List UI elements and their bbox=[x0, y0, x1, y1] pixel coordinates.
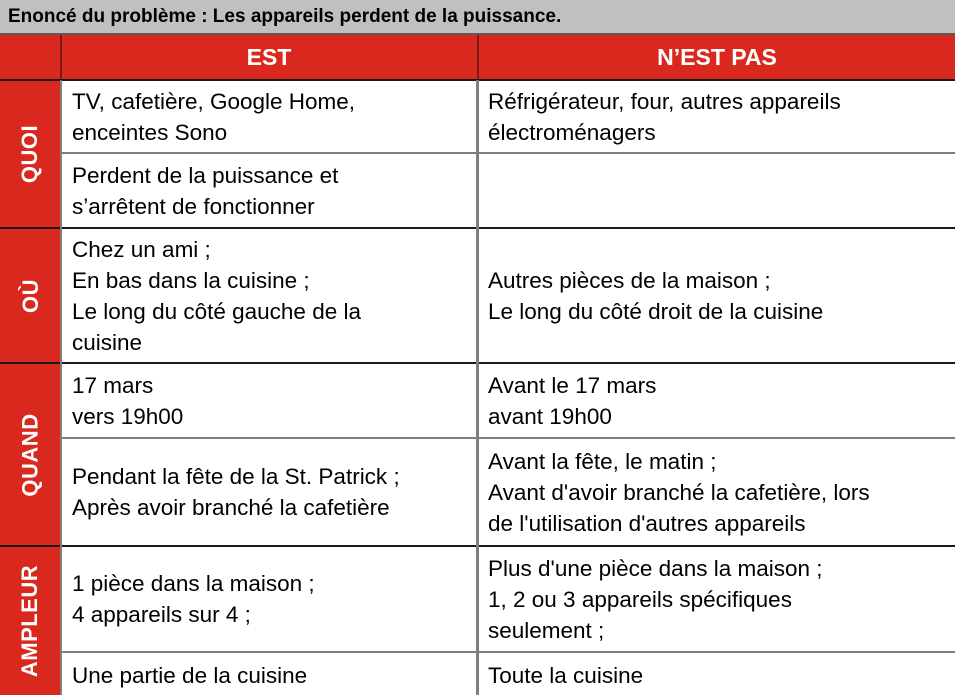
section-label-ampleur: AMPLEUR bbox=[0, 546, 61, 695]
row-divider bbox=[61, 651, 955, 653]
section-label-quand: QUAND bbox=[0, 363, 61, 546]
header-divider bbox=[477, 35, 479, 80]
table-cell-ampleur-1-nest-pas: Plus d'une pièce dans la maison ; 1, 2 ou 3 appareils spécifiques seulement ; bbox=[488, 555, 823, 643]
section-label-ou: OÙ bbox=[0, 228, 61, 363]
table-cell-ampleur-2-est: Une partie de la cuisine bbox=[72, 663, 308, 688]
header-divider bbox=[60, 35, 62, 80]
table-cell-quoi-1-nest-pas: Réfrigérateur, four, autres appareils électroménagers bbox=[488, 88, 841, 145]
table-cell-ou-nest-pas: Autres pièces de la maison ; Le long du côté droit de la cuisine bbox=[488, 267, 824, 324]
section-label-quoi: QUOI bbox=[0, 80, 61, 228]
column-divider bbox=[476, 80, 479, 695]
table-cell-quand-2-nest-pas: Avant la fête, le matin ; Avant d'avoir branché la cafetière, lors de l'utilisation d'autres appareils bbox=[488, 448, 870, 536]
column-divider bbox=[60, 80, 62, 695]
table-cell-quoi-1-est: TV, cafetière, Google Home, enceintes Sono bbox=[72, 88, 356, 145]
table-cell-ampleur-1-est: 1 pièce dans la maison ; 4 appareils sur 4 ; bbox=[72, 571, 315, 627]
header-est: EST bbox=[61, 35, 477, 80]
row-divider bbox=[61, 437, 955, 439]
table-cell-quand-1-est: 17 mars vers 19h00 bbox=[72, 372, 184, 429]
table-cell-quoi-2-nest-pas bbox=[478, 153, 955, 228]
table-cell-ampleur-2-nest-pas: Toute la cuisine bbox=[488, 663, 644, 688]
problem-statement-title: Enoncé du problème : Les appareils perdent de la puissance. bbox=[0, 0, 955, 35]
table-cell-quand-2-est: Pendant la fête de la St. Patrick ; Après avoir branché la cafetière bbox=[72, 464, 400, 520]
table-cell-quoi-2-est: Perdent de la puissance et s’arrêtent de fonctionner bbox=[72, 162, 339, 219]
header-corner-cell bbox=[0, 35, 61, 80]
row-divider bbox=[61, 152, 955, 154]
table-cell-quand-1-nest-pas: Avant le 17 mars avant 19h00 bbox=[488, 372, 657, 429]
header-nest-pas: N’EST PAS bbox=[479, 35, 955, 80]
table-cell-ou-est: Chez un ami ; En bas dans la cuisine ; Le long du côté gauche de la cuisine bbox=[72, 236, 361, 355]
